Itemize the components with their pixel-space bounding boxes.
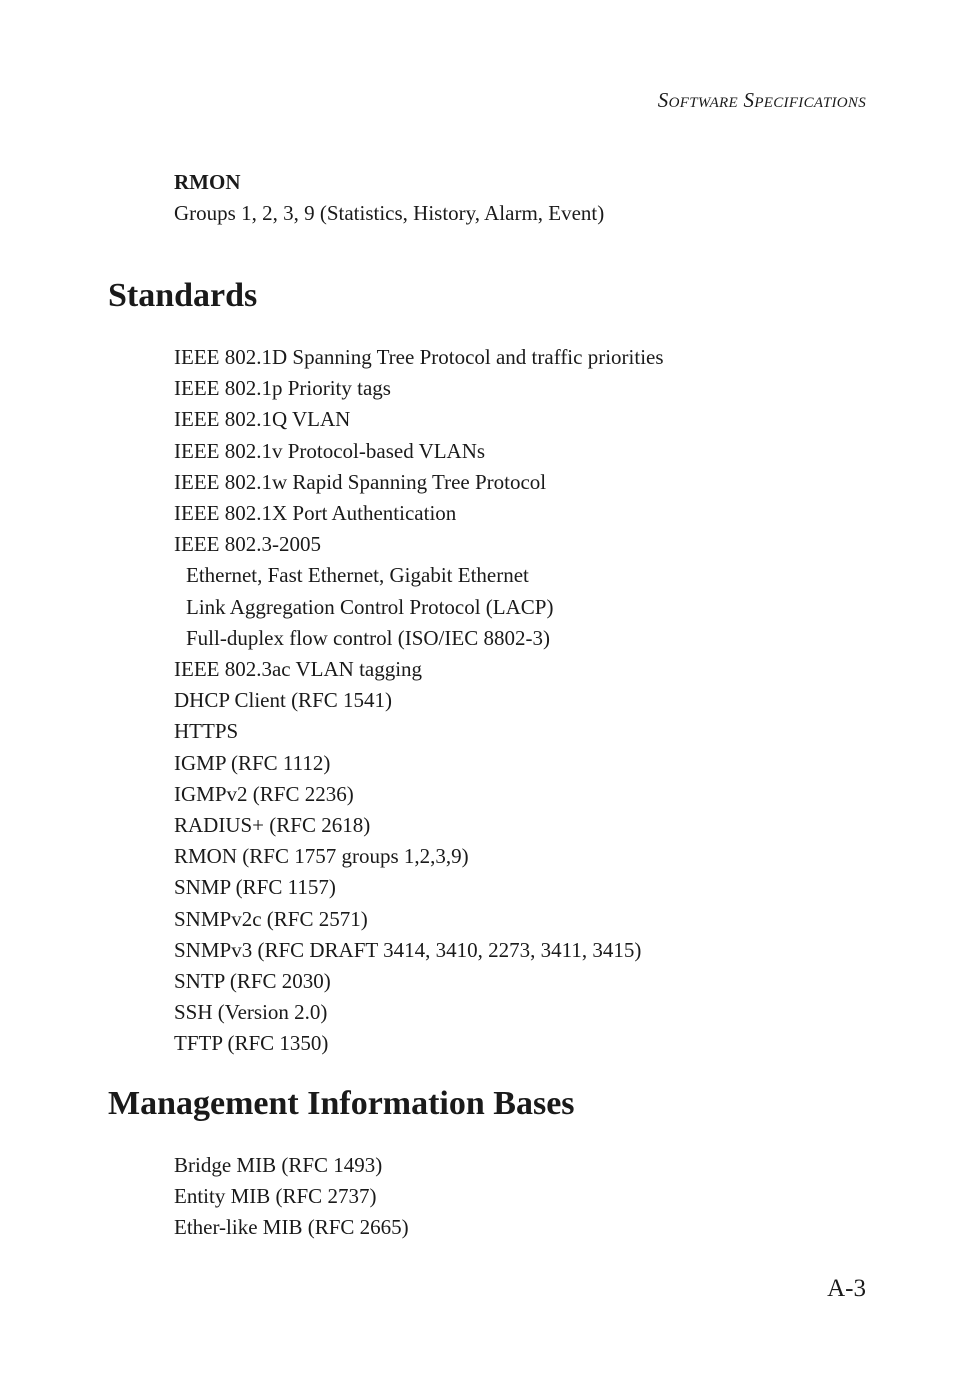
standard-item: IGMPv2 (RFC 2236) — [174, 781, 354, 806]
page-number: A-3 — [827, 1275, 866, 1302]
standard-item: Full-duplex flow control (ISO/IEC 8802-3) — [186, 625, 550, 650]
standards-heading: Standards — [108, 277, 258, 314]
mib-item: Entity MIB (RFC 2737) — [174, 1184, 377, 1209]
standard-item: Ethernet, Fast Ethernet, Gigabit Ethernet — [186, 563, 529, 588]
standard-item: IEEE 802.1p Priority tags — [174, 376, 391, 401]
standard-item: SNMPv3 (RFC DRAFT 3414, 3410, 2273, 3411, 3415) — [174, 937, 642, 962]
rmon-description: Groups 1, 2, 3, 9 (Statistics, History, Alarm, Event) — [174, 201, 605, 225]
standard-item: HTTPS — [174, 719, 239, 744]
standard-item: IEEE 802.3ac VLAN tagging — [174, 657, 423, 682]
standard-item: IGMP (RFC 1112) — [174, 750, 331, 775]
standard-item: Link Aggregation Control Protocol (LACP) — [186, 594, 554, 619]
standard-item: IEEE 802.3-2005 — [174, 532, 321, 557]
mib-heading: Management Information Bases — [108, 1085, 575, 1122]
running-header: Software Specifications — [657, 88, 866, 112]
standard-item: SSH (Version 2.0) — [174, 1000, 328, 1025]
rmon-title: RMON — [174, 170, 241, 194]
standard-item: RMON (RFC 1757 groups 1,2,3,9) — [174, 844, 469, 869]
standard-item: IEEE 802.1X Port Authentication — [174, 501, 457, 526]
standard-item: IEEE 802.1w Rapid Spanning Tree Protocol — [174, 469, 547, 494]
mib-item: Bridge MIB (RFC 1493) — [174, 1153, 383, 1177]
standard-item: TFTP (RFC 1350) — [174, 1031, 329, 1056]
rmon-section — [174, 167, 604, 229]
standard-item: SNTP (RFC 2030) — [174, 969, 331, 994]
standards-list — [174, 342, 664, 1060]
standard-item: IEEE 802.1Q VLAN — [174, 407, 351, 432]
standard-item: RADIUS+ (RFC 2618) — [174, 813, 371, 838]
standard-item: SNMP (RFC 1157) — [174, 875, 336, 900]
standard-item: DHCP Client (RFC 1541) — [174, 688, 392, 713]
mib-list — [174, 1150, 409, 1244]
mib-item: Ether-like MIB (RFC 2665) — [174, 1215, 409, 1240]
standard-item: IEEE 802.1D Spanning Tree Protocol and traffic priorities — [174, 345, 664, 369]
standard-item: IEEE 802.1v Protocol-based VLANs — [174, 438, 486, 463]
standard-item: SNMPv2c (RFC 2571) — [174, 906, 368, 931]
